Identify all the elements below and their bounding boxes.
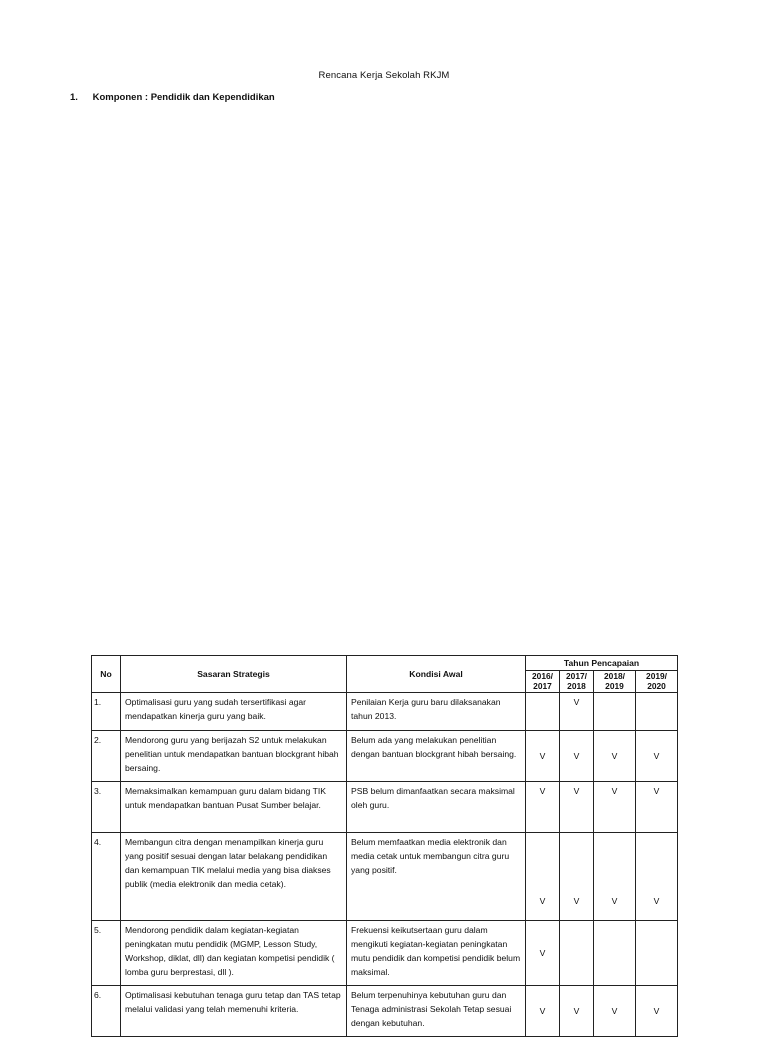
section-heading	[70, 92, 275, 103]
header-year-2017-2018: 2017/ 2018	[560, 671, 594, 693]
table-row	[92, 833, 678, 921]
mark-2017-2018: V	[560, 833, 594, 921]
mark-2019-2020: V	[636, 833, 678, 921]
kondisi-cell: PSB belum dimanfaatkan secara maksimal oleh guru.	[347, 782, 526, 833]
mark-2017-2018: V	[560, 693, 594, 731]
mark-2018-2019: V	[594, 782, 636, 833]
header-sasaran-strategis: Sasaran Strategis	[121, 656, 347, 693]
mark-2018-2019: V	[594, 731, 636, 782]
kondisi-cell: Belum ada yang melakukan penelitian dengan bantuan blockgrant hibah bersaing.	[347, 731, 526, 782]
mark-2019-2020: V	[636, 731, 678, 782]
kondisi-cell: Belum memfaatkan media elektronik dan media cetak untuk membangun citra guru yang positif.	[347, 833, 526, 921]
kondisi-cell: Penilaian Kerja guru baru dilaksanakan tahun 2013.	[347, 693, 526, 731]
table-row	[92, 693, 678, 731]
header-year-2019-2020: 2019/ 2020	[636, 671, 678, 693]
sasaran-cell: Optimalisasi guru yang sudah tersertifikasi agar mendapatkan kinerja guru yang baik.	[121, 693, 347, 731]
mark-2016-2017: V	[526, 731, 560, 782]
mark-2017-2018: V	[560, 782, 594, 833]
mark-2017-2018: V	[560, 986, 594, 1037]
sasaran-cell: Memaksimalkan kemampuan guru dalam bidang TIK untuk mendapatkan bantuan Pusat Sumber belajar.	[121, 782, 347, 833]
row-number: 6.	[92, 986, 121, 1037]
header-year-2016-2017: 2016/ 2017	[526, 671, 560, 693]
header-no: No	[92, 656, 121, 693]
row-number: 3.	[92, 782, 121, 833]
mark-2018-2019: V	[594, 986, 636, 1037]
row-number: 1.	[92, 693, 121, 731]
row-number: 2.	[92, 731, 121, 782]
mark-2017-2018	[560, 921, 594, 986]
kondisi-cell: Frekuensi keikutsertaan guru dalam mengikuti kegiatan-kegiatan peningkatan mutu pendidik dan kompetisi pendidik belum maksimal.	[347, 921, 526, 986]
table-row	[92, 921, 678, 986]
mark-2018-2019	[594, 921, 636, 986]
header-year-2018-2019: 2018/ 2019	[594, 671, 636, 693]
mark-2018-2019	[594, 693, 636, 731]
mark-2016-2017: V	[526, 833, 560, 921]
document-title: Rencana Kerja Sekolah RKJM	[318, 70, 450, 81]
mark-2018-2019: V	[594, 833, 636, 921]
mark-2016-2017	[526, 693, 560, 731]
header-kondisi-awal: Kondisi Awal	[347, 656, 526, 693]
sasaran-cell: Mendorong pendidik dalam kegiatan-kegiatan peningkatan mutu pendidik (MGMP, Lesson Study, Workshop, diklat, dll) dan kegiatan kompetisi pendidik ( lomba guru berprestasi, dll ).	[121, 921, 347, 986]
sasaran-cell: Membangun citra dengan menampilkan kinerja guru yang positif sesuai dengan latar belakang pendidikan dan kemampuan TIK melalui media yang bisa diakses publik (media elektronik dan media cetak).	[121, 833, 347, 921]
mark-2017-2018: V	[560, 731, 594, 782]
mark-2019-2020	[636, 693, 678, 731]
table-row	[92, 731, 678, 782]
table-row	[92, 782, 678, 833]
section-number: 1.	[70, 92, 78, 103]
mark-2019-2020	[636, 921, 678, 986]
section-title: Komponen : Pendidik dan Kependidikan	[92, 92, 275, 103]
header-tahun-pencapaian: Tahun Pencapaian	[526, 656, 678, 671]
sasaran-cell: Optimalisasi kebutuhan tenaga guru tetap dan TAS tetap melalui validasi yang telah memenuhi kriteria.	[121, 986, 347, 1037]
mark-2019-2020: V	[636, 986, 678, 1037]
kondisi-cell: Belum terpenuhinya kebutuhan guru dan Tenaga administrasi Sekolah Tetap sesuai dengan kebutuhan.	[347, 986, 526, 1037]
mark-2016-2017: V	[526, 921, 560, 986]
mark-2016-2017: V	[526, 782, 560, 833]
row-number: 5.	[92, 921, 121, 986]
strategic-plan-table	[91, 655, 678, 1037]
sasaran-cell: Mendorong guru yang berijazah S2 untuk melakukan penelitian untuk mendapatkan bantuan blockgrant hibah bersaing.	[121, 731, 347, 782]
table-row	[92, 986, 678, 1037]
mark-2019-2020: V	[636, 782, 678, 833]
mark-2016-2017: V	[526, 986, 560, 1037]
row-number: 4.	[92, 833, 121, 921]
